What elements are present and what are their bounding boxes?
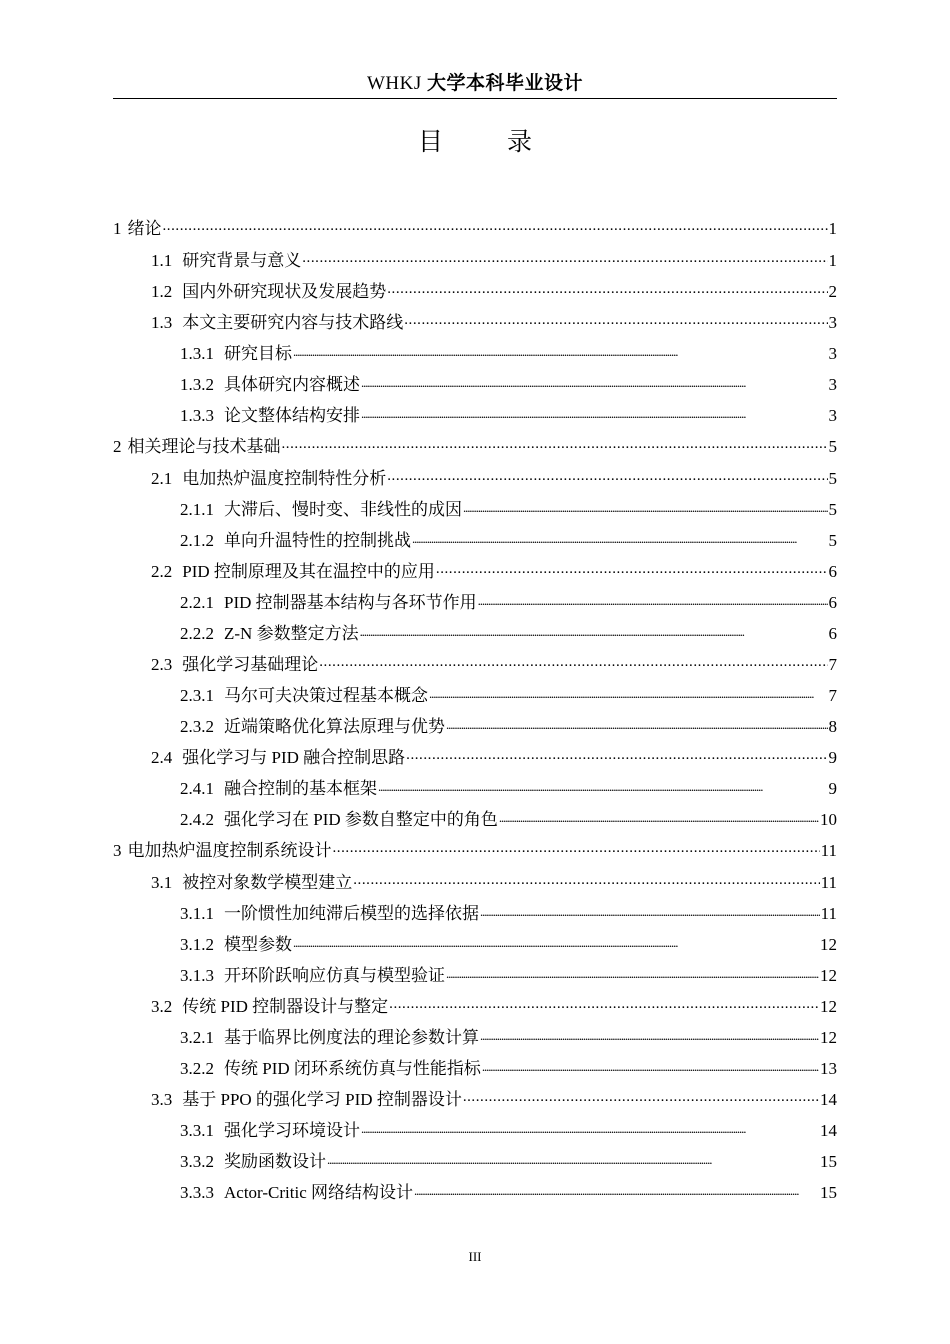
toc-entry-page: 12 (820, 997, 837, 1016)
toc-entry[interactable] (113, 1178, 837, 1209)
toc-entry-title: 一阶惯性加纯滞后模型的选择依据 (224, 904, 479, 923)
toc-entry-page: 6 (828, 562, 837, 581)
toc-entry[interactable] (113, 588, 837, 619)
toc-dot-leader (282, 435, 828, 452)
toc-dot-leader (333, 839, 820, 856)
page-number: III (468, 1249, 482, 1264)
toc-entry-number: 1.1 (151, 251, 173, 270)
toc-entry-number: 2.1.2 (180, 531, 214, 550)
toc-entry-title: 模型参数 (224, 935, 292, 954)
toc-entry-page: 10 (820, 810, 837, 829)
toc-entry-title: 强化学习环境设计 (224, 1121, 360, 1140)
toc-entry-page: 3 (828, 375, 837, 394)
toc-entry-title: 具体研究内容概述 (224, 375, 360, 394)
toc-dot-leader (387, 280, 827, 297)
toc-entry-page: 15 (820, 1152, 837, 1171)
toc-dot-leader (480, 1026, 819, 1043)
toc-dot-leader (319, 653, 827, 670)
toc-dot-leader (361, 373, 828, 390)
toc-entry-number: 2.4.2 (180, 810, 214, 829)
toc-entry-title: Actor-Critic 网络结构设计 (224, 1183, 413, 1202)
toc-dot-leader (327, 1150, 819, 1167)
toc-entry-page: 3 (828, 313, 837, 332)
toc-entry-number: 3.3.3 (180, 1183, 214, 1202)
toc-entry-page: 8 (828, 717, 837, 736)
toc-entry[interactable] (113, 277, 837, 308)
toc-entry-number: 2.2.1 (180, 593, 214, 612)
toc-dot-leader (293, 933, 819, 950)
toc-entry-number: 2.2.2 (180, 624, 214, 643)
toc-title: 目 录 (418, 127, 560, 156)
toc-entry-page: 11 (820, 904, 837, 923)
toc-entry-title: 大滞后、慢时变、非线性的成因 (224, 500, 462, 519)
toc-entry-page: 7 (828, 686, 837, 705)
toc-entry[interactable] (113, 930, 837, 961)
toc-dot-leader (406, 746, 827, 763)
toc-entry[interactable] (113, 836, 837, 868)
toc-entry-title: 强化学习与 PID 融合控制思路 (182, 748, 406, 767)
toc-entry-page: 11 (820, 841, 837, 860)
toc-entry[interactable] (113, 339, 837, 370)
toc-entry-page: 9 (828, 779, 837, 798)
toc-entry-title: 电加热炉温度控制系统设计 (127, 841, 332, 860)
toc-entry-number: 1.3.2 (180, 375, 214, 394)
toc-entry-title: 单向升温特性的控制挑战 (224, 531, 411, 550)
toc-entry-page: 2 (828, 282, 837, 301)
toc-dot-leader (302, 249, 827, 266)
toc-entry-page: 1 (828, 219, 837, 238)
toc-entry[interactable] (113, 619, 837, 650)
toc-entry-number: 3.2.2 (180, 1059, 214, 1078)
toc-entry-number: 2.3 (151, 655, 173, 674)
toc-entry-number: 3.1.3 (180, 966, 214, 985)
page-header (113, 70, 837, 99)
toc-dot-leader (389, 995, 819, 1012)
toc-dot-leader (478, 591, 828, 608)
toc-entry-number: 1 (113, 219, 122, 238)
toc-entry[interactable] (113, 214, 837, 246)
toc-entry[interactable] (113, 1023, 837, 1054)
toc-entry-title: 绪论 (127, 219, 162, 238)
toc-dot-leader (378, 777, 828, 794)
toc-entry-number: 2.4.1 (180, 779, 214, 798)
toc-entry[interactable] (113, 432, 837, 464)
toc-entry[interactable] (113, 681, 837, 712)
toc-entry[interactable] (113, 868, 837, 899)
toc-entry-page: 5 (828, 469, 837, 488)
toc-entry-title: 传统 PID 闭环系统仿真与性能指标 (224, 1059, 481, 1078)
toc-entry-title: 基于 PPO 的强化学习 PID 控制器设计 (182, 1090, 462, 1109)
toc-entry-page: 12 (820, 935, 837, 954)
toc-entry-number: 3.1.1 (180, 904, 214, 923)
toc-dot-leader (293, 342, 828, 359)
toc-dot-leader (436, 560, 828, 577)
toc-entry[interactable] (113, 370, 837, 401)
toc-entry-page: 12 (820, 966, 837, 985)
toc-entry[interactable] (113, 1085, 837, 1116)
toc-entry-title: 研究背景与意义 (182, 251, 302, 270)
toc-entry-title: 被控对象数学模型建立 (182, 873, 353, 892)
toc-entry[interactable] (113, 1054, 837, 1085)
toc-dot-leader (361, 404, 828, 421)
toc-entry-page: 12 (820, 1028, 837, 1047)
toc-entry[interactable] (113, 495, 837, 526)
toc-entry-title: 相关理论与技术基础 (127, 437, 281, 456)
toc-entry-number: 3.3.1 (180, 1121, 214, 1140)
toc-entry[interactable] (113, 899, 837, 930)
toc-entry-page: 13 (820, 1059, 837, 1078)
toc-entry-title: Z-N 参数整定方法 (224, 624, 359, 643)
toc-entry-page: 11 (820, 873, 837, 892)
toc-entry-page: 14 (820, 1121, 837, 1140)
toc-dot-leader (361, 1119, 819, 1136)
toc-entry[interactable] (113, 743, 837, 774)
toc-entry-number: 3.2 (151, 997, 173, 1016)
toc-entry-page: 6 (828, 624, 837, 643)
toc-entry-title: 基于临界比例度法的理论参数计算 (224, 1028, 479, 1047)
toc-entry-title: 融合控制的基本框架 (224, 779, 377, 798)
toc-entry-title: PID 控制原理及其在温控中的应用 (182, 562, 435, 581)
toc-dot-leader (463, 1088, 819, 1105)
toc-dot-leader (360, 622, 828, 639)
toc-entry-number: 2.3.2 (180, 717, 214, 736)
toc-dot-leader (463, 498, 828, 515)
toc-entry[interactable] (113, 805, 837, 836)
toc-entry-number: 3.3.2 (180, 1152, 214, 1171)
toc-entry-page: 9 (828, 748, 837, 767)
toc-dot-leader (353, 871, 819, 888)
toc-entry-title: 近端策略优化算法原理与优势 (224, 717, 445, 736)
toc-entry-number: 3 (113, 841, 122, 860)
toc-dot-leader (387, 467, 827, 484)
toc-entry-page: 5 (828, 437, 837, 456)
toc-entry-number: 1.3.1 (180, 344, 214, 363)
toc-entry-number: 2.4 (151, 748, 173, 767)
toc-entry[interactable] (113, 246, 837, 277)
toc-entry-page: 6 (828, 593, 837, 612)
toc-entry-title: 研究目标 (224, 344, 292, 363)
header-prefix: WHKJ (366, 73, 422, 94)
toc-entry-page: 1 (828, 251, 837, 270)
toc-entry[interactable] (113, 712, 837, 743)
toc-dot-leader (446, 964, 819, 981)
toc-entry-number: 2.1.1 (180, 500, 214, 519)
toc-entry-number: 3.2.1 (180, 1028, 214, 1047)
toc-entry-page: 7 (828, 655, 837, 674)
toc-entry-title: 本文主要研究内容与技术路线 (182, 313, 404, 332)
toc-dot-leader (163, 217, 828, 234)
toc-dot-leader (499, 808, 819, 825)
toc-entry[interactable] (113, 401, 837, 432)
toc-entry-page: 3 (828, 344, 837, 363)
toc-entry-title: 国内外研究现状及发展趋势 (182, 282, 387, 301)
toc-entry-number: 1.2 (151, 282, 173, 301)
toc-entry-number: 2 (113, 437, 122, 456)
toc-dot-leader (412, 529, 828, 546)
toc-entry-title: 强化学习基础理论 (182, 655, 319, 674)
toc-entry-number: 1.3 (151, 313, 173, 332)
toc-entry[interactable] (113, 464, 837, 495)
header-title: 大学本科毕业设计 (427, 73, 584, 94)
toc-entry-title: 奖励函数设计 (224, 1152, 326, 1171)
toc-entry[interactable] (113, 1147, 837, 1178)
toc-entry-number: 2.2 (151, 562, 173, 581)
toc-entry-page: 3 (828, 406, 837, 425)
toc-entry-number: 2.3.1 (180, 686, 214, 705)
toc-entry-title: 论文整体结构安排 (224, 406, 360, 425)
toc-entry-title: PID 控制器基本结构与各环节作用 (224, 593, 477, 612)
toc-entry[interactable] (113, 308, 837, 339)
toc-entry[interactable] (113, 961, 837, 992)
toc-entry-number: 3.3 (151, 1090, 173, 1109)
toc-dot-leader (482, 1057, 819, 1074)
toc-entry[interactable] (113, 774, 837, 805)
toc-entry-page: 14 (820, 1090, 837, 1109)
toc-entry[interactable] (113, 992, 837, 1023)
toc-entry-number: 3.1 (151, 873, 173, 892)
toc-dot-leader (446, 715, 828, 732)
toc-dot-leader (429, 684, 828, 701)
toc-entry-number: 1.3.3 (180, 406, 214, 425)
toc-entry[interactable] (113, 1116, 837, 1147)
toc-entry-page: 5 (828, 500, 837, 519)
table-of-contents (113, 214, 837, 1209)
toc-dot-leader (404, 311, 827, 328)
toc-entry-title: 开环阶跃响应仿真与模型验证 (224, 966, 445, 985)
toc-dot-leader (414, 1181, 819, 1198)
toc-entry-page: 15 (820, 1183, 837, 1202)
toc-entry-title: 马尔可夫决策过程基本概念 (224, 686, 428, 705)
toc-entry[interactable] (113, 526, 837, 557)
toc-entry-page: 5 (828, 531, 837, 550)
toc-entry-title: 电加热炉温度控制特性分析 (182, 469, 387, 488)
toc-entry-title: 强化学习在 PID 参数自整定中的角色 (224, 810, 498, 829)
toc-entry[interactable] (113, 650, 837, 681)
toc-entry-number: 3.1.2 (180, 935, 214, 954)
toc-entry-number: 2.1 (151, 469, 173, 488)
toc-dot-leader (480, 902, 820, 919)
toc-entry-title: 传统 PID 控制器设计与整定 (182, 997, 389, 1016)
toc-entry[interactable] (113, 557, 837, 588)
